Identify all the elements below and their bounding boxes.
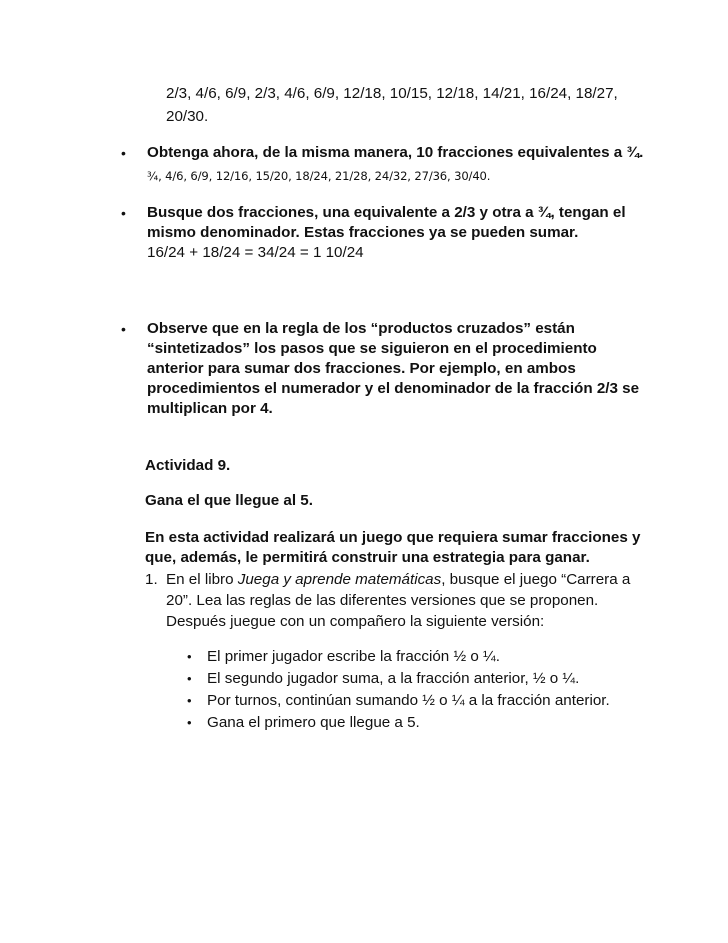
item1-line-3: Después juegue con un compañero la siguiente versión: — [166, 613, 545, 630]
equivalent-fractions-line-2: 20/30. — [166, 108, 209, 125]
bullet2-line-1: Busque dos fracciones, una equivalente a 2/3 y otra a ¾, tengan el — [147, 204, 626, 221]
bullet-dot-icon: • — [121, 145, 126, 161]
bullet3-line-3: anterior para sumar dos fracciones. Por ejemplo, en ambos — [147, 360, 576, 377]
rule-item: Por turnos, continúan sumando ½ o ¼ a la fracción anterior. — [207, 692, 610, 709]
equivalent-fractions-line-1: 2/3, 4/6, 6/9, 2/3, 4/6, 6/9, 12/18, 10/15, 12/18, 14/21, 16/24, 18/27, — [166, 85, 618, 102]
bullet3-line-1: Observe que en la regla de los “productos cruzados” están — [147, 320, 575, 337]
rule-item: Gana el primero que llegue a 5. — [207, 714, 420, 731]
book-title: Juega y aprende matemáticas — [237, 571, 442, 588]
activity-description-line-1: En esta actividad realizará un juego que requiera sumar fracciones y — [145, 529, 641, 546]
bullet3-line-5: multiplican por 4. — [147, 400, 273, 417]
item-number: 1. — [145, 571, 158, 588]
bullet2-line-2: mismo denominador. Estas fracciones ya se pueden sumar. — [147, 224, 579, 241]
bullet3-line-4: procedimientos el numerador y el denominador de la fracción 2/3 se — [147, 380, 640, 397]
bullet-dot-icon: • — [187, 715, 192, 730]
rule-item: El segundo jugador suma, a la fracción anterior, ½ o ¼. — [207, 670, 580, 687]
activity-description-line-2: que, además, le permitirá construir una estrategia para ganar. — [145, 549, 590, 566]
item1-post: , busque el juego “Carrera a — [441, 571, 631, 588]
activity-subtitle: Gana el que llegue al 5. — [145, 492, 313, 509]
activity-title: Actividad 9. — [145, 457, 231, 474]
bullet-dot-icon: • — [187, 693, 192, 708]
bullet-dot-icon: • — [187, 649, 192, 664]
bullet-dot-icon: • — [121, 321, 126, 337]
bullet-dot-icon: • — [187, 671, 192, 686]
bullet2-answer: 16/24 + 18/24 = 34/24 = 1 10/24 — [147, 244, 364, 261]
item1-line-2: 20”. Lea las reglas de las diferentes versiones que se proponen. — [166, 592, 599, 609]
bullet3-line-2: “sintetizados” los pasos que se siguieron en el procedimiento — [147, 340, 597, 357]
item1-line-1 — [166, 570, 630, 590]
bullet1-heading: Obtenga ahora, de la misma manera, 10 fracciones equivalentes a ¾. — [147, 144, 644, 161]
rule-item: El primer jugador escribe la fracción ½ o ¼. — [207, 648, 500, 665]
item1-pre: En el libro — [166, 571, 238, 588]
bullet-dot-icon: • — [121, 205, 126, 221]
bullet1-answer: ¾, 4/6, 6/9, 12/16, 15/20, 18/24, 21/28, 24/32, 27/36, 30/40. — [147, 169, 491, 183]
